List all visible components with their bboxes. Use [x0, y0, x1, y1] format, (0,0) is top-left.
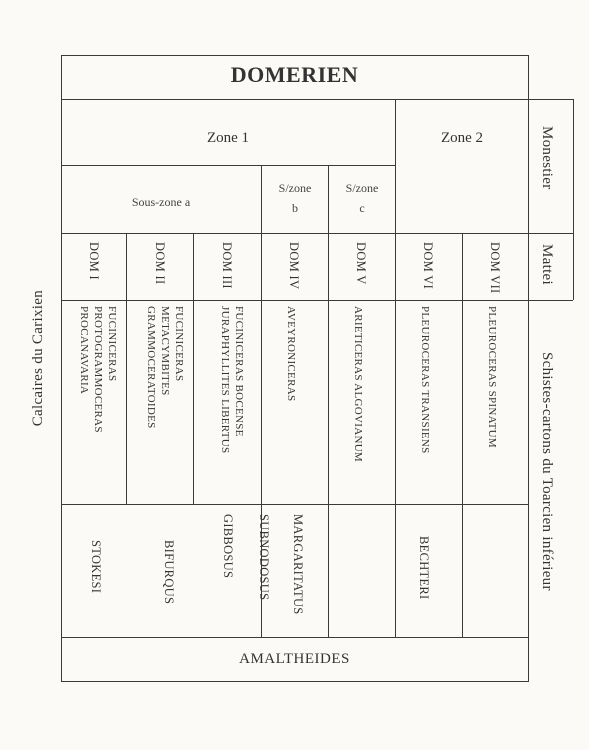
zone-1-label: Zone 1 [206, 130, 250, 146]
genus-label: PROTOGRAMMOCERAS [92, 306, 104, 433]
genus-label: GRAMMOCERATOIDES [145, 306, 157, 429]
stokesi-label: STOKESI [89, 540, 103, 594]
subzone-divider-2 [328, 165, 329, 637]
monestier-label: Monestier [539, 126, 555, 190]
subnodosus-label: SUBNODOSUS [257, 514, 271, 601]
dom-7-genus: PLEUROCERAS SPINATUM [486, 306, 498, 448]
genus-label: JURAPHYLLITES LIBERTUS [219, 306, 231, 454]
genus-label: FUCINICERAS [106, 306, 118, 382]
amaltheides-row-line [61, 637, 528, 638]
zone-2-label: Zone 2 [440, 130, 484, 146]
zone1-row-line [61, 165, 396, 166]
dom-divider-2 [193, 233, 194, 504]
dom-divider-1 [126, 233, 127, 504]
dom-1-label: DOM I [87, 242, 101, 280]
table-title: DOMERIEN [230, 62, 359, 87]
dom-4-label: DOM IV [287, 242, 301, 290]
dom-4-genus: AVEYRONICERAS [285, 306, 297, 402]
dom-2-label: DOM II [153, 242, 167, 285]
dom-6-genus: PLEUROCERAS TRANSIENS [419, 306, 431, 454]
dom-row-line [61, 300, 573, 301]
title-row-line [61, 99, 573, 100]
genus-label: METACYMBITES [159, 306, 171, 396]
frame-bottom [61, 681, 529, 682]
frame-top [61, 55, 529, 56]
genus-label: FUCINICERAS BOCENSE [233, 306, 245, 437]
subzone-a-label: Sous-zone a [131, 195, 191, 209]
dom-3-label: DOM III [220, 242, 234, 289]
zone-divider [395, 99, 396, 637]
margaritatus-label: MARGARITATUS [291, 514, 305, 615]
subzone-b-label: S/zone b [278, 181, 312, 215]
genus-label: FUCINICERAS [173, 306, 185, 382]
frame-right [528, 55, 529, 682]
dom-7-label: DOM VII [488, 242, 502, 294]
dom-6-label: DOM VI [421, 242, 435, 290]
dom-divider-6 [462, 233, 463, 637]
dom-5-genus: ARIETICERAS ALGOVIANUM [352, 306, 364, 463]
dom-2-genera [135, 306, 185, 429]
mattei-label: Mattei [539, 244, 555, 285]
calcaires-label: Calcaires du Carixien [30, 290, 46, 427]
amaltheides-label: AMALTHEIDES [239, 651, 350, 667]
lower-row-line [61, 504, 528, 505]
bechteri-label: BECHTERI [417, 536, 431, 600]
frame-left [61, 55, 62, 682]
subzone-row-line [61, 233, 573, 234]
genus-label: PROCANAVARIA [78, 306, 90, 395]
bifurqus-label: BIFURQUS [162, 540, 176, 605]
schistes-label: Schistes-cartons du Toarcien inférieur [539, 352, 555, 591]
dom-5-label: DOM V [354, 242, 368, 285]
dom-3-genera [205, 306, 245, 453]
gibbosus-label: GIBBOSUS [221, 514, 235, 579]
right-col-edge [573, 99, 574, 300]
subzone-c-label: S/zone c [345, 181, 379, 215]
dom-1-genera [70, 306, 118, 433]
